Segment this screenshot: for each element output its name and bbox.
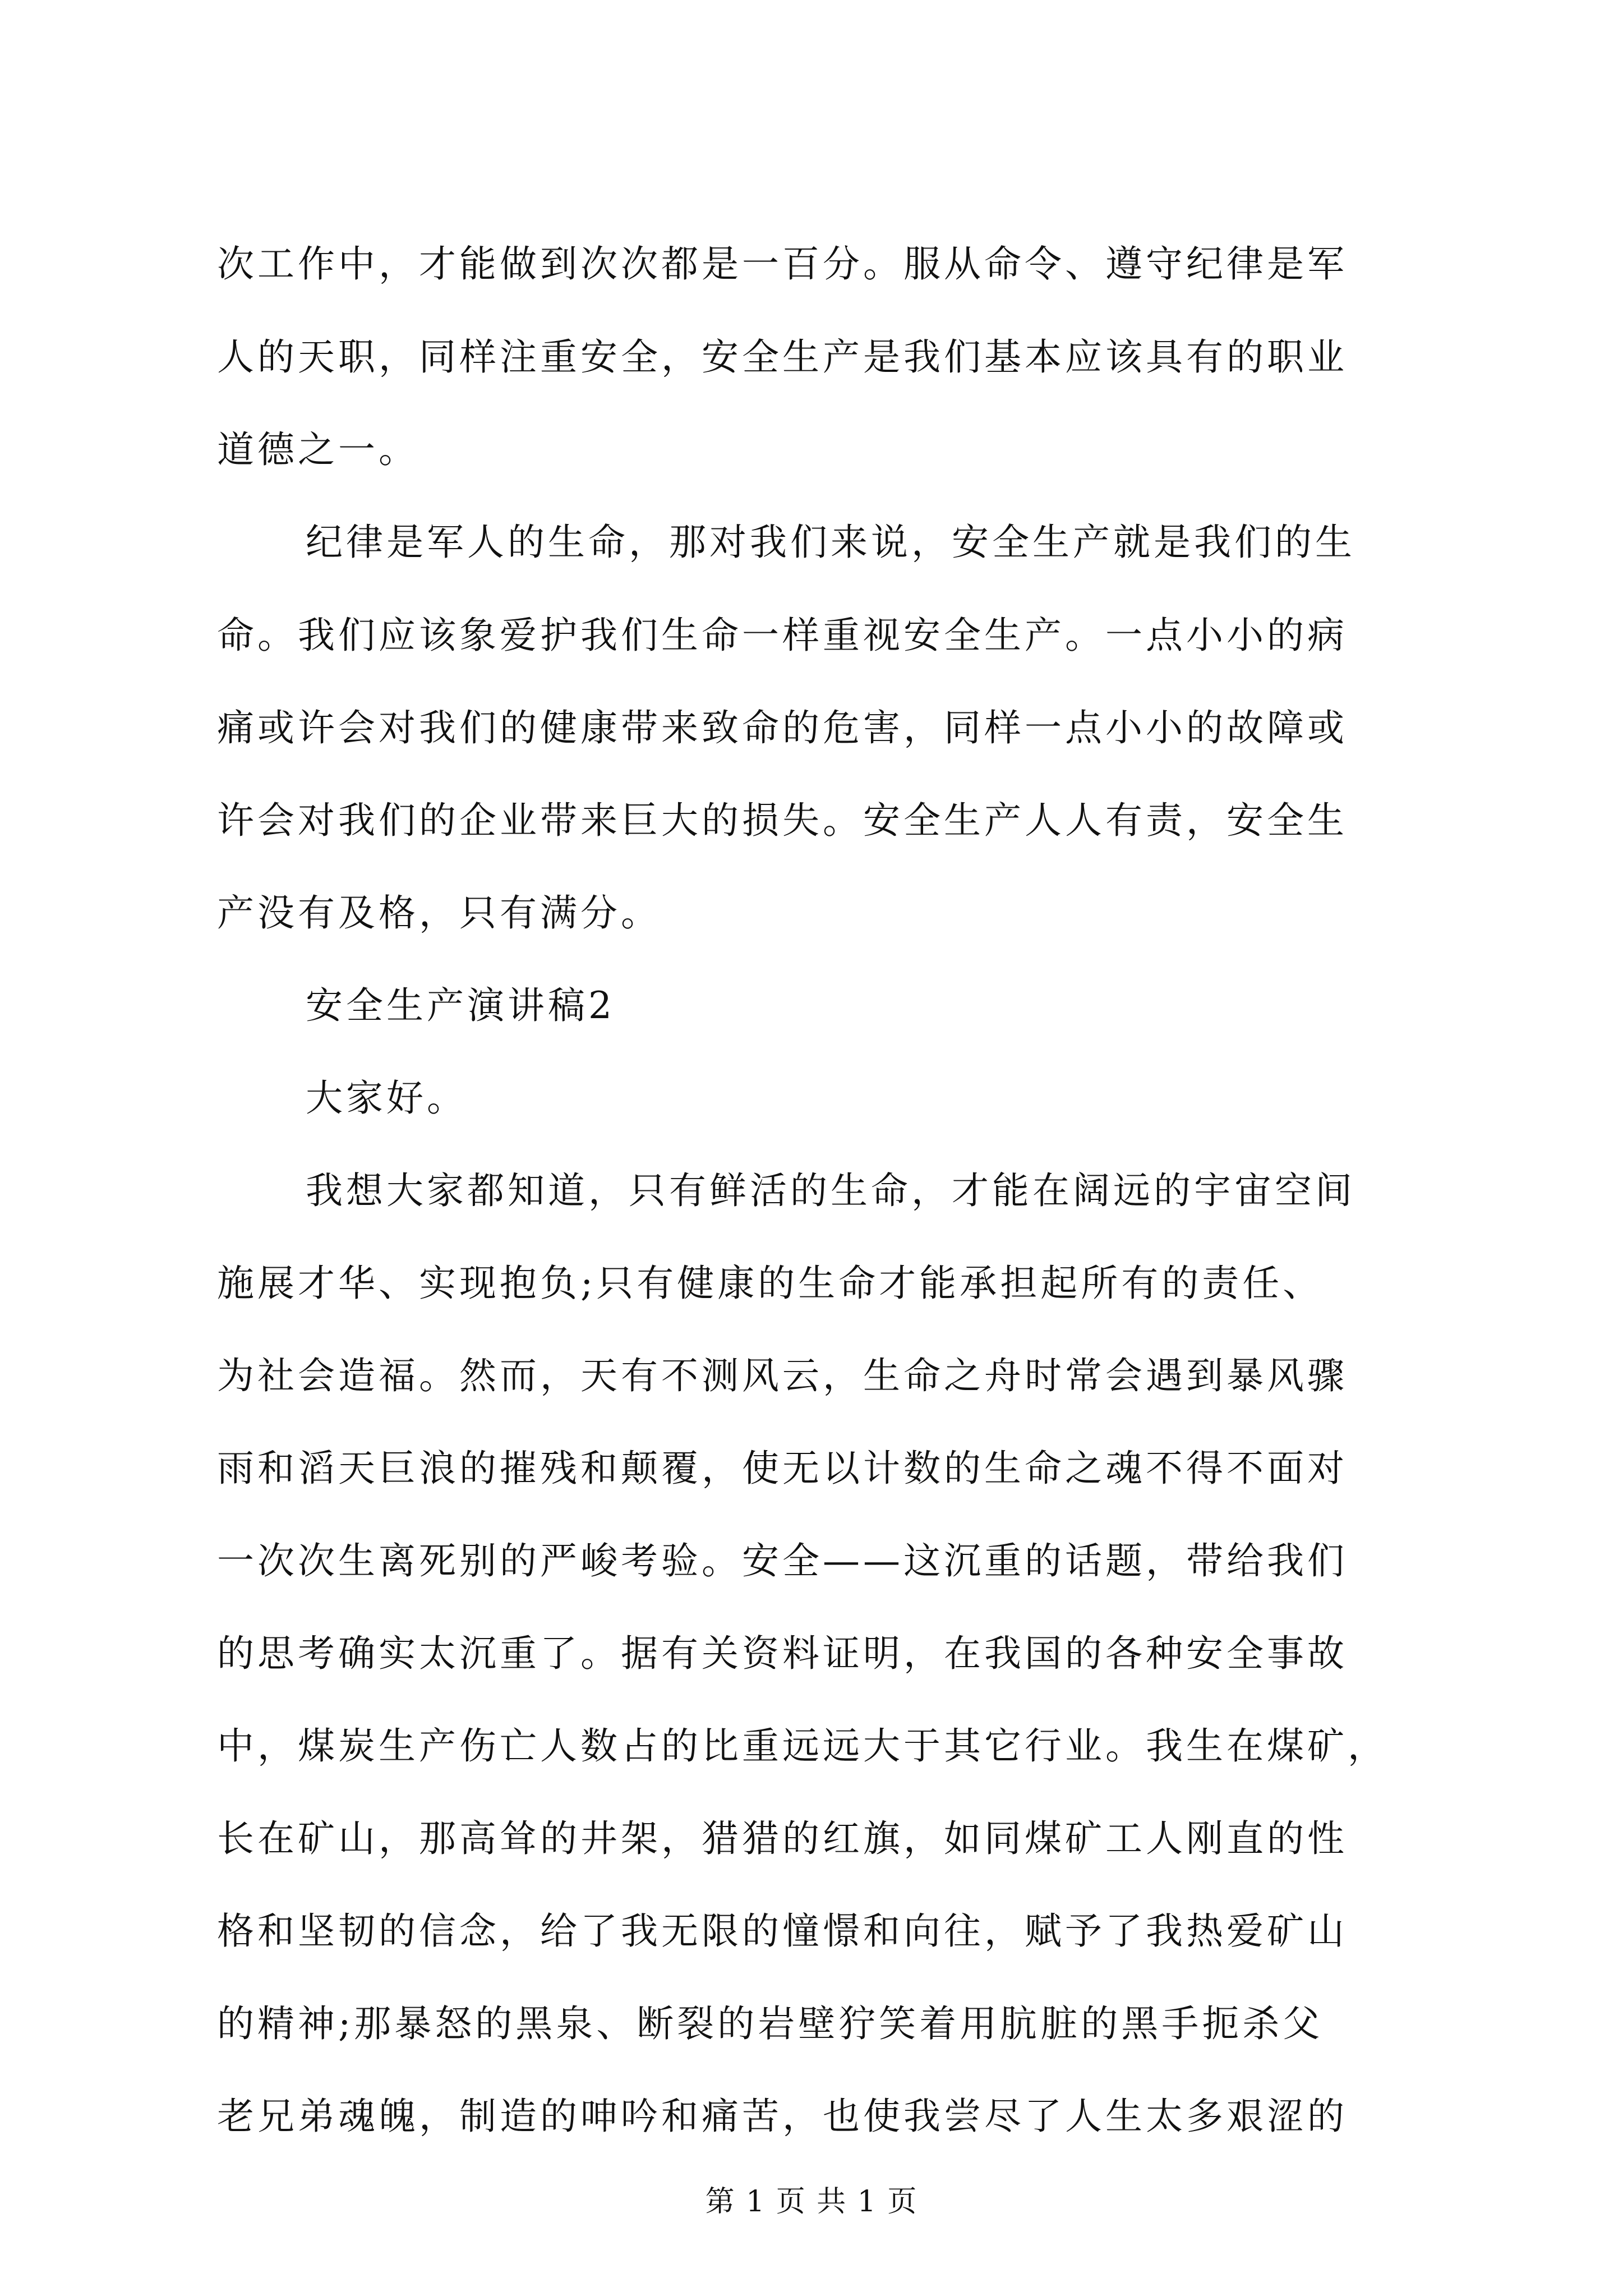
- text-line: 的精神;那暴怒的黑泉、断裂的岩壁狞笑着用肮脏的黑手扼杀父: [217, 2002, 1324, 2045]
- text-line: 人的天职，同样注重安全，安全生产是我们基本应该具有的职业: [217, 335, 1348, 379]
- text-line: 次工作中，才能做到次次都是一百分。服从命令、遵守纪律是军: [217, 242, 1348, 286]
- text-line: 老兄弟魂魄，制造的呻吟和痛苦，也使我尝尽了人生太多艰涩的: [217, 2095, 1348, 2138]
- page-footer: 第 1 页 共 1 页: [705, 2185, 918, 2219]
- text-line: 中，煤炭生产伤亡人数占的比重远远大于其它行业。我生在煤矿，: [217, 1724, 1388, 1768]
- text-line: 施展才华、实现抱负;只有健康的生命才能承担起所有的责任、: [217, 1262, 1324, 1305]
- greeting-line: 大家好。: [306, 1076, 467, 1120]
- text-line: 的思考确实太沉重了。据有关资料证明，在我国的各种安全事故: [217, 1632, 1348, 1675]
- text-line: 一次次生离死别的严峻考验。安全——这沉重的话题，带给我们: [217, 1539, 1348, 1582]
- section-heading: 安全生产演讲稿2: [306, 984, 615, 1027]
- text-line: 纪律是军人的生命，那对我们来说，安全生产就是我们的生: [306, 521, 1355, 564]
- text-line: 为社会造福。然而，天有不测风云，生命之舟时常会遇到暴风骤: [217, 1354, 1348, 1397]
- text-line: 格和坚韧的信念，给了我无限的憧憬和向往，赋予了我热爱矿山: [217, 1910, 1348, 1953]
- text-line: 产没有及格，只有满分。: [217, 891, 661, 935]
- text-line: 雨和滔天巨浪的摧残和颠覆，使无以计数的生命之魂不得不面对: [217, 1447, 1348, 1490]
- text-line: 许会对我们的企业带来巨大的损失。安全生产人人有责，安全生: [217, 799, 1348, 842]
- text-line: 道德之一。: [217, 428, 419, 471]
- text-line: 长在矿山，那高耸的井架，猎猎的红旗，如同煤矿工人刚直的性: [217, 1817, 1348, 1860]
- text-line: 命。我们应该象爱护我们生命一样重视安全生产。一点小小的病: [217, 614, 1348, 657]
- text-line: 痛或许会对我们的健康带来致命的危害，同样一点小小的故障或: [217, 706, 1348, 749]
- text-line: 我想大家都知道，只有鲜活的生命，才能在阔远的宇宙空间: [306, 1169, 1355, 1212]
